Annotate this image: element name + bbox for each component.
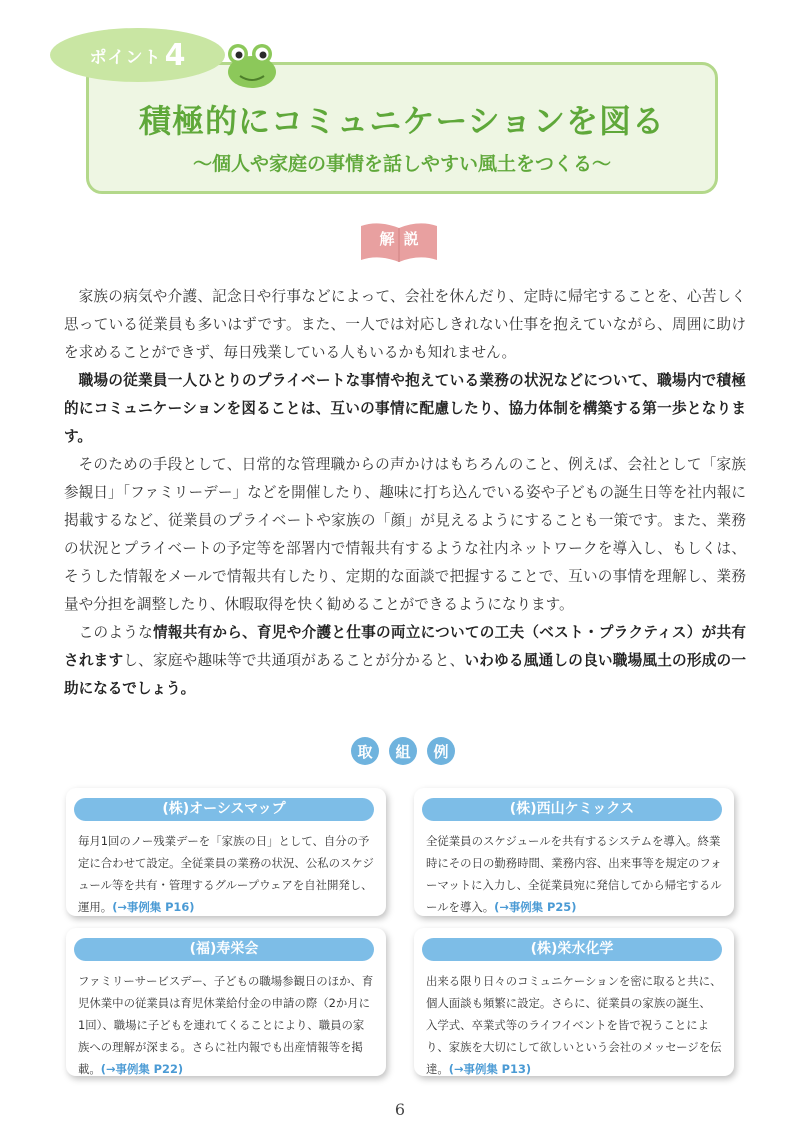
case-card-text: 出来る限り日々のコミュニケーションを密に取ると共に、個人面談も頻繁に設定。さらに、従業員の家族の誕生、入学式、卒業式等のライフイベントを皆で祝うことにより、家族を大切にして欲しいという会社のメッセージを伝達。 [426, 974, 722, 1076]
page-number: 6 [394, 1100, 406, 1119]
paragraph [64, 619, 746, 703]
examples-badge: 取 [351, 737, 379, 765]
page-subtitle: ～個人や家庭の事情を話しやすい風土をつくる～ [192, 153, 611, 175]
case-card-body [426, 830, 722, 918]
case-ref-link[interactable]: (→事例集 P16) [112, 900, 195, 914]
case-card-text: 毎月1回のノー残業デーを「家族の日」として、自分の予定に合わせて設定。全従業員の業務の状況、公私のスケジュール等を共有・管理するグループウェアを自社開発し、運用。 [78, 834, 374, 914]
case-card-title: (福)寿栄会 [74, 938, 374, 961]
examples-badges [351, 737, 455, 765]
frog-icon [222, 40, 282, 90]
case-card-body [78, 830, 374, 918]
case-card [66, 788, 386, 916]
point-number: 4 [164, 37, 186, 73]
page-title: 積極的にコミュニケーションを図る [138, 102, 666, 140]
bold-text: いわゆる風通しの良い職場風土の形成の一助になるでしょう。 [64, 652, 746, 697]
case-card-body [426, 970, 722, 1080]
case-ref-link[interactable]: (→事例集 P13) [448, 1062, 532, 1076]
case-card-title: (株)栄水化学 [422, 938, 722, 961]
case-card-body [78, 970, 374, 1080]
text: このような [78, 624, 153, 641]
case-card-title: (株)西山ケミックス [422, 798, 722, 821]
title-box [86, 62, 718, 194]
case-card [66, 928, 386, 1076]
paragraph: そのための手段として、日常的な管理職からの声かけはもちろんのこと、例えば、会社として「家族参観日」「ファミリーデー」などを開催したり、趣味に打ち込んでいる姿や子どもの誕生日等を社内報に掲載するなど、従業員のプライベートや家族の「顔」が見えるようにすることも一策です。また、業務の状況とプライベートの予定等を部署内で情報共有するような社内ネットワークを導入し、もしくは、そうした情報をメールで情報共有したり、定期的な面談で把握することで、互いの事情を理解し、業務量や分担を調整したり、休暇取得を快く勧めることができるようになります。 [64, 456, 746, 613]
case-card-text: 全従業員のスケジュールを共有するシステムを導入。終業時にその日の勤務時間、業務内容、出来事等を規定のフォーマットに入力し、全従業員宛に発信してから帰宅するルールを導入。 [426, 834, 722, 914]
bold-text: 情報共有から、育児や介護と仕事の両立についての工夫（ベスト・プラクティス）が共有されます [64, 624, 746, 669]
text: し、家庭や趣味等で共通項があることが分かると、 [123, 652, 465, 669]
case-ref-link[interactable]: (→事例集 P22) [100, 1062, 184, 1076]
case-card-title: (株)オーシスマップ [74, 798, 374, 821]
case-ref-link[interactable]: (→事例集 P25) [494, 900, 577, 914]
examples-badge: 組 [389, 737, 417, 765]
paragraph: 家族の病気や介護、記念日や行事などによって、会社を休んだり、定時に帰宅することを、心苦しく思っている従業員も多いはずです。また、一人では対応しきれない仕事を抱えていながら、周囲に助けを求めることができず、毎日残業している人もいるかも知れません。 [64, 288, 746, 361]
explanation-label: 解説 [379, 230, 428, 248]
bold-text: 職場の従業員一人ひとりのプライベートな事情や抱えている業務の状況などについて、職場内で積極的にコミュニケーションを図ることは、互いの事情に配慮したり、協力体制を構築する第一歩となります。 [64, 372, 746, 445]
point-tag [50, 28, 225, 82]
case-card [414, 928, 734, 1076]
examples-badge: 例 [427, 737, 455, 765]
case-card [414, 788, 734, 916]
paragraph-bold [64, 367, 746, 451]
body-text [64, 283, 746, 703]
case-card-text: ファミリーサービスデー、子どもの職場参観日のほか、育児休業中の従業員は育児休業給付金の申請の際（2か月に1回）、職場に子どもを連れてくることにより、職員の家族への理解が深まる。さらに社内報でも出産情報等を掲載。 [78, 974, 374, 1076]
point-label: ポイント [89, 47, 162, 68]
